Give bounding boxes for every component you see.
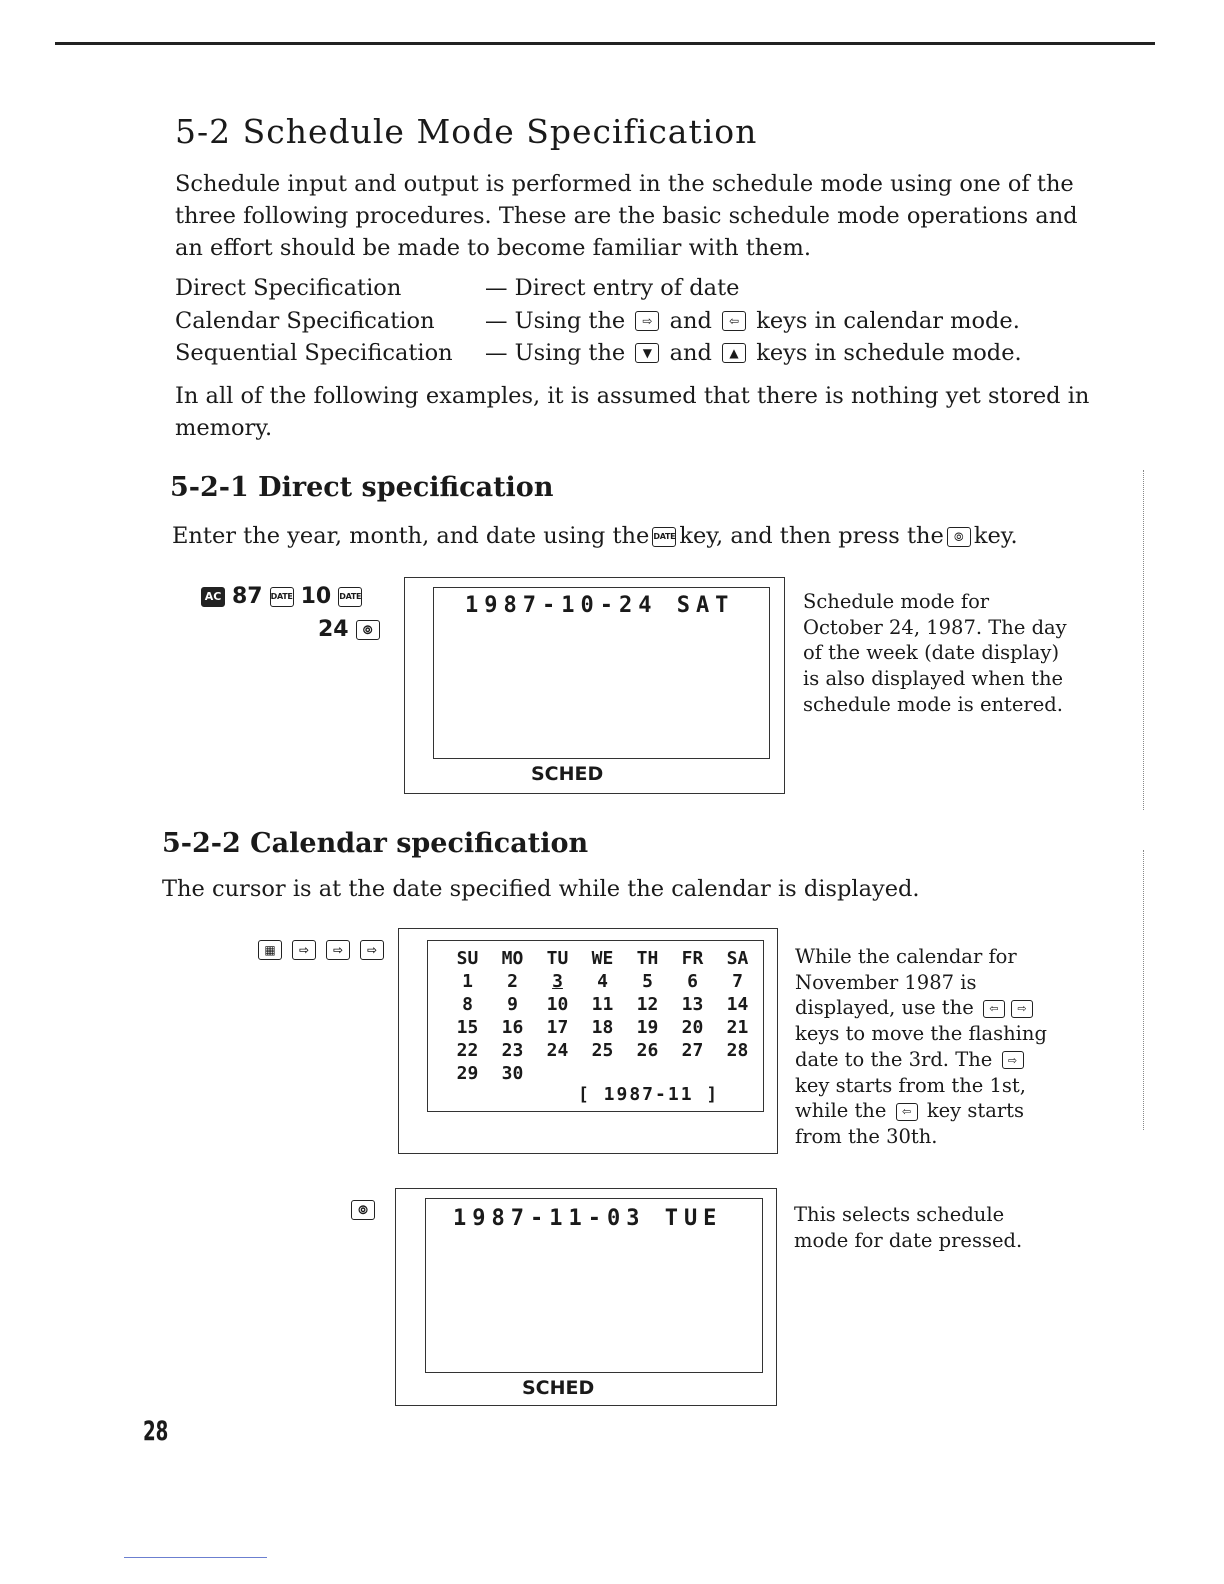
left-arrow-key-icon: ⇦ (722, 311, 746, 331)
procedure-row (175, 337, 1022, 370)
calendar-week-row (445, 970, 760, 993)
procedure-text: keys in schedule mode. (756, 340, 1022, 366)
lcd-mode-label: SCHED (531, 763, 604, 785)
calendar-day: 24 (546, 1040, 569, 1061)
down-key-icon: ▼ (635, 343, 659, 363)
calendar-grid (445, 947, 760, 1085)
calendar-day (580, 1062, 625, 1085)
calendar-day: 23 (501, 1040, 524, 1061)
calendar-heading: 5-2-2 Calendar specification (162, 828, 589, 859)
calendar-explanation (795, 944, 1065, 1150)
calendar-day (625, 1062, 670, 1085)
schedule-key-icon: ⦾ (351, 1200, 375, 1220)
procedure-desc (485, 272, 739, 305)
calendar-day: 14 (726, 994, 749, 1015)
calendar-week-row (445, 993, 760, 1016)
procedure-text: keys in calendar mode. (756, 307, 1020, 334)
calendar-day: 28 (726, 1040, 749, 1061)
right-arrow-key-icon: ⇨ (326, 940, 350, 960)
calendar-day: 12 (636, 994, 659, 1015)
calendar-day: 27 (681, 1040, 704, 1061)
direct-text: key, and then press the (679, 523, 944, 549)
seq-value: 24 (318, 617, 349, 642)
calendar-weekday-row (445, 947, 760, 970)
right-arrow-key-icon: ⇨ (635, 311, 659, 331)
top-rule (55, 42, 1155, 45)
procedure-text: — Using the (485, 307, 626, 334)
lcd-date-line: 1987-11-03 TUE (453, 1206, 723, 1231)
procedure-desc (485, 337, 1022, 370)
date-key-icon: DATE (652, 527, 676, 547)
left-arrow-key-icon: ⇦ (896, 1103, 918, 1121)
calendar-day: 3 (552, 971, 563, 992)
calendar-day: 4 (597, 971, 608, 992)
memory-note: In all of the following examples, it is assumed that there is nothing yet stored in memory. (175, 383, 1090, 441)
left-arrow-key-icon: ⇦ (983, 1000, 1005, 1018)
direct-explanation: Schedule mode for October 24, 1987. The day of the week (date display) is also displayed when the schedule mode is entered. (803, 590, 1067, 716)
procedure-text: and (669, 340, 712, 366)
section-title: 5-2 Schedule Mode Specification (175, 112, 758, 151)
calendar-paragraph: The cursor is at the date specified while the calendar is displayed. (162, 876, 920, 902)
calendar-day: 16 (501, 1017, 524, 1038)
procedure-text: — Direct entry of date (485, 275, 740, 301)
calendar-day: 20 (681, 1017, 704, 1038)
calendar-day: 1 (462, 971, 473, 992)
procedure-desc (485, 305, 1020, 338)
calendar-week-row (445, 1039, 760, 1062)
procedure-name: Direct Specification (175, 275, 402, 301)
calendar-day: 30 (501, 1063, 524, 1084)
procedure-text: and (669, 307, 712, 334)
calendar-weekday: MO (501, 948, 524, 969)
key-sequence (348, 1200, 378, 1220)
calendar-day (535, 1062, 580, 1085)
calendar-day: 17 (546, 1017, 569, 1038)
calendar-day: 2 (507, 971, 518, 992)
lcd-mode-label: SCHED (522, 1377, 595, 1399)
schedule-key-icon: ⦾ (947, 527, 971, 547)
ac-key-icon: AC (201, 587, 225, 607)
calendar-day: 11 (591, 994, 614, 1015)
calendar-month-label: [ 1987-11 ] (578, 1084, 720, 1105)
key-sequence (198, 584, 365, 609)
calendar-weekday: SU (456, 948, 479, 969)
calendar-day: 10 (546, 994, 569, 1015)
key-sequence (255, 940, 387, 960)
right-arrow-key-icon: ⇨ (1002, 1051, 1024, 1069)
scan-edge (1143, 850, 1145, 1130)
schedule-key-icon: ⦾ (356, 620, 380, 640)
direct-paragraph (172, 520, 1092, 552)
right-arrow-key-icon: ⇨ (360, 940, 384, 960)
calendar-week-row (445, 1016, 760, 1039)
seq-value: 87 (232, 584, 263, 609)
calendar-day: 13 (681, 994, 704, 1015)
right-arrow-key-icon: ⇨ (1011, 1000, 1033, 1018)
direct-heading: 5-2-1 Direct specification (170, 472, 554, 503)
calendar-day: 19 (636, 1017, 659, 1038)
bottom-rule (124, 1557, 267, 1558)
explanation-text: keys to move the flashing date to the 3rd. (795, 1022, 1047, 1071)
page-number: 28 (143, 1416, 169, 1447)
scan-edge (1143, 470, 1145, 810)
direct-text: Enter the year, month, and date using the (172, 523, 650, 549)
calendar-day: 29 (456, 1063, 479, 1084)
explanation-text: key starts from the 1st, while the (795, 1073, 1026, 1123)
calendar-weekday: TH (636, 948, 659, 969)
direct-text: key. (973, 523, 1018, 549)
explanation-text: The (955, 1047, 993, 1071)
calendar-weekday: SA (726, 948, 749, 969)
procedure-name: Calendar Specification (175, 307, 435, 334)
procedure-name: Sequential Specification (175, 340, 453, 366)
explanation-text: While the calendar for November 1987 is displayed, use the (795, 945, 1017, 1020)
up-key-icon: ▲ (722, 343, 746, 363)
right-arrow-key-icon: ⇨ (292, 940, 316, 960)
procedure-row (175, 272, 1022, 305)
calendar-day: 6 (687, 971, 698, 992)
calendar-day: 8 (462, 994, 473, 1015)
calendar-weekday: TU (546, 948, 569, 969)
calendar-week-row (445, 1062, 760, 1085)
intro-paragraph: Schedule input and output is performed in the schedule mode using one of the three following procedures. These are the basic schedule mode operations and an effort should be made to become familiar with them. (175, 171, 1078, 261)
calendar-weekday: WE (591, 948, 614, 969)
calendar-day: 7 (732, 971, 743, 992)
calendar-day: 5 (642, 971, 653, 992)
procedure-row (175, 305, 1022, 338)
explanation-text: key starts from the 30th. (795, 1099, 1025, 1148)
calendar-day: 18 (591, 1017, 614, 1038)
date-key-icon: DATE (338, 587, 362, 607)
procedure-table (175, 272, 1022, 370)
calendar-day: 25 (591, 1040, 614, 1061)
select-explanation: This selects schedule mode for date pressed. (794, 1203, 1023, 1252)
calendar-day: 21 (726, 1017, 749, 1038)
lcd-date-line: 1987-10-24 SAT (465, 593, 735, 618)
calendar-day (715, 1062, 760, 1085)
calendar-day: 26 (636, 1040, 659, 1061)
calendar-day: 15 (456, 1017, 479, 1038)
calendar-weekday: FR (681, 948, 704, 969)
procedure-text: — Using the (485, 340, 626, 366)
seq-value: 10 (300, 584, 332, 609)
calendar-day: 9 (507, 994, 518, 1015)
calendar-key-icon: ▦ (258, 940, 282, 960)
date-key-icon: DATE (270, 587, 294, 607)
key-sequence (318, 617, 383, 642)
calendar-day: 22 (456, 1040, 479, 1061)
calendar-day (670, 1062, 715, 1085)
